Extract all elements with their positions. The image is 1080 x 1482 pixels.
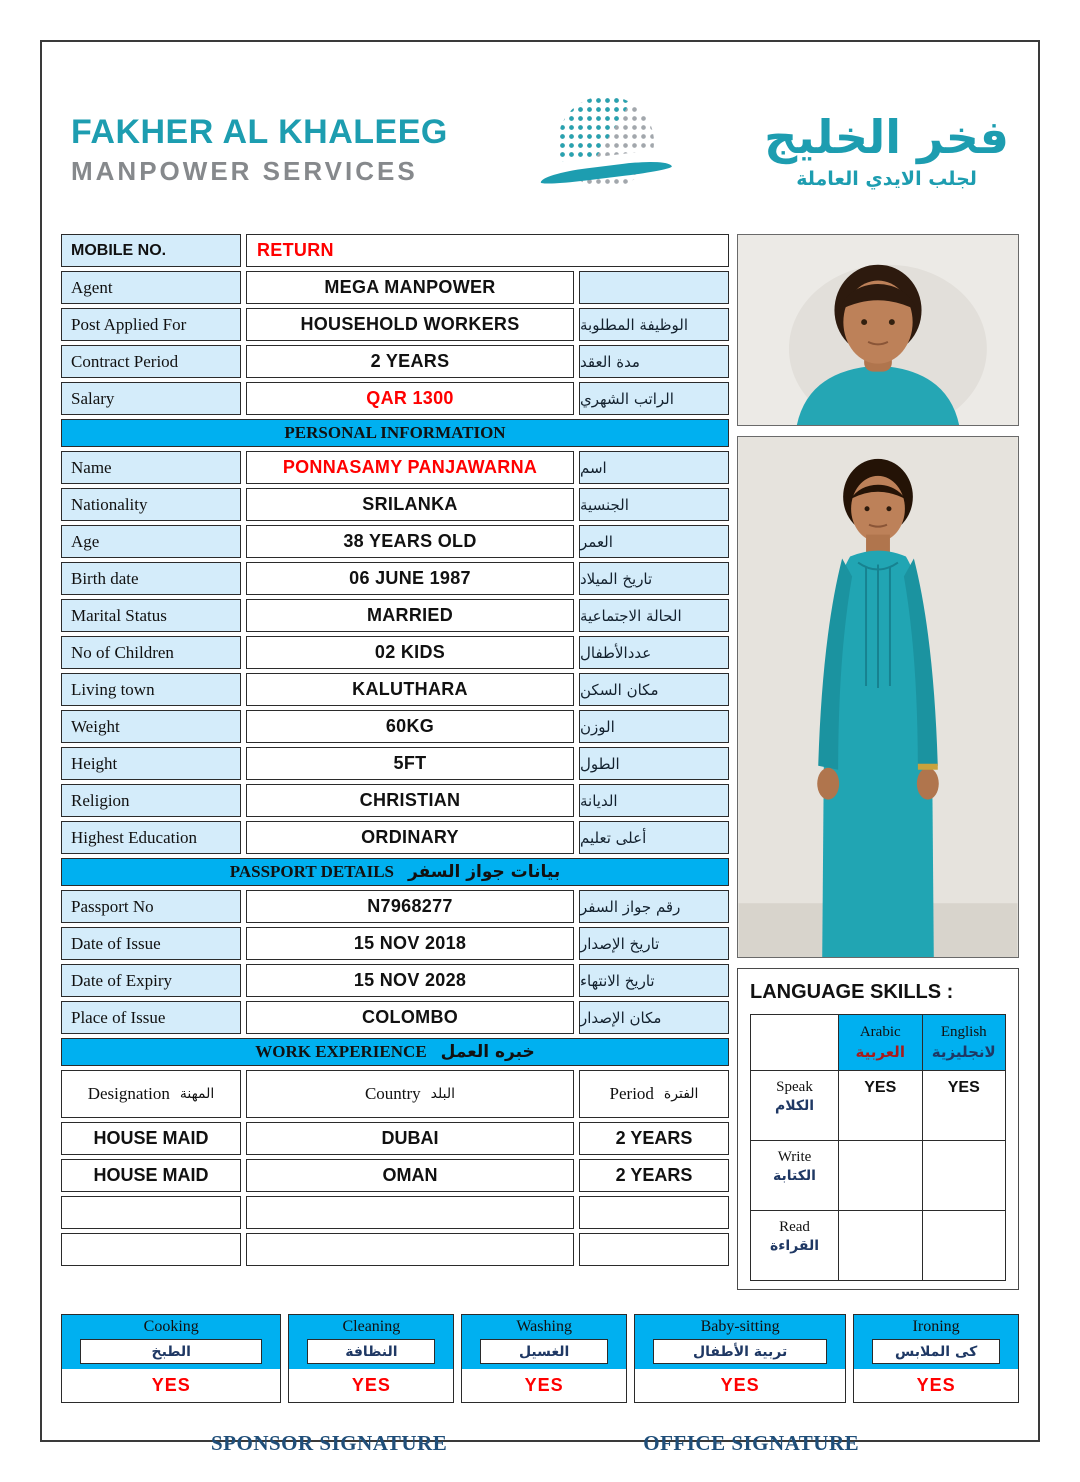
language-skills-panel	[737, 968, 1019, 1290]
skill-value: YES	[151, 1375, 191, 1395]
field-label: Name	[61, 451, 241, 484]
field-value: N7968277	[246, 890, 574, 923]
language-corner-cell	[751, 1015, 839, 1071]
field-value: COLOMBO	[246, 1001, 574, 1034]
field-label-ar: رقم جواز السفر	[579, 890, 729, 923]
field-label-ar: الجنسية	[579, 488, 729, 521]
skill-name: Cooking	[62, 1315, 280, 1339]
field-value: CHRISTIAN	[246, 784, 574, 817]
field-label-ar: تاريخ الإصدار	[579, 927, 729, 960]
candidate-photo-full	[737, 436, 1019, 958]
field-label-ar: الحالة الاجتماعية	[579, 599, 729, 632]
skill-value: YES	[351, 1375, 391, 1395]
field-label-ar: العمر	[579, 525, 729, 558]
company-tagline-arabic: لجلب الايدي العاملة	[796, 168, 977, 190]
document-page-frame	[40, 40, 1040, 1455]
section-title: PERSONAL INFORMATION	[284, 423, 506, 442]
experience-column-header: Period الفترة	[579, 1070, 729, 1118]
experience-period	[579, 1196, 729, 1229]
field-label-ar: الطول	[579, 747, 729, 780]
company-brand-english	[71, 113, 448, 187]
experience-period: 2 YEARS	[579, 1122, 729, 1155]
field-label: Date of Expiry	[61, 964, 241, 997]
field-label: Agent	[61, 271, 241, 304]
company-name-arabic: فخر الخليج	[764, 110, 1009, 164]
field-value: ORDINARY	[246, 821, 574, 854]
skill-name: Cleaning	[289, 1315, 453, 1339]
skill-column-cleaning	[288, 1314, 454, 1403]
skill-column-washing	[461, 1314, 627, 1403]
language-column-arabic: Arabic العربية	[839, 1015, 923, 1071]
field-value: 06 JUNE 1987	[246, 562, 574, 595]
skill-value: YES	[524, 1375, 564, 1395]
company-name: FAKHER AL KHALEEG	[71, 113, 448, 151]
write-english-value	[922, 1141, 1006, 1211]
table-row	[61, 636, 729, 669]
field-label-ar	[579, 271, 729, 304]
language-column-english: English لانجليزية	[922, 1015, 1006, 1071]
experience-row	[61, 1159, 729, 1192]
field-label-ar: عددالأطفال	[579, 636, 729, 669]
skill-column-babysitting	[634, 1314, 846, 1403]
field-label-ar: مدة العقد	[579, 345, 729, 378]
field-label: Place of Issue	[61, 1001, 241, 1034]
field-label: No of Children	[61, 636, 241, 669]
field-value: MARRIED	[246, 599, 574, 632]
section-title: PASSPORT DETAILS	[229, 862, 394, 881]
candidate-info-table	[61, 234, 729, 1290]
field-label-ar: الوزن	[579, 710, 729, 743]
experience-designation	[61, 1233, 241, 1266]
section-title-ar: خبره العمل	[440, 1042, 535, 1062]
skill-name-ar: الطبخ	[80, 1339, 262, 1364]
field-value: PONNASAMY PANJAWARNA	[246, 451, 574, 484]
office-signature-label: OFFICE SIGNATURE	[643, 1431, 860, 1455]
field-label-ar: تاريخ الانتهاء	[579, 964, 729, 997]
field-value: RETURN	[246, 234, 729, 267]
read-arabic-value	[839, 1211, 923, 1281]
field-label: Living town	[61, 673, 241, 706]
experience-period	[579, 1233, 729, 1266]
experience-country	[246, 1196, 574, 1229]
company-brand-arabic	[764, 110, 1009, 190]
household-skills-table	[61, 1314, 1019, 1403]
table-row	[61, 710, 729, 743]
field-label: Nationality	[61, 488, 241, 521]
field-value: QAR 1300	[246, 382, 574, 415]
speak-arabic-value: YES	[839, 1071, 923, 1141]
table-row	[61, 784, 729, 817]
language-skills-table	[750, 1014, 1006, 1281]
language-skills-title: LANGUAGE SKILLS :	[750, 981, 954, 1003]
field-label: Contract Period	[61, 345, 241, 378]
skill-column-cooking	[61, 1314, 281, 1403]
table-row	[61, 890, 729, 923]
skill-column-ironing	[853, 1314, 1019, 1403]
language-row-speak: Speak الكلام	[751, 1071, 839, 1141]
language-row-read: Read القراءة	[751, 1211, 839, 1281]
sponsor-signature-label: SPONSOR SIGNATURE	[211, 1431, 448, 1455]
field-value: KALUTHARA	[246, 673, 574, 706]
field-value: SRILANKA	[246, 488, 574, 521]
headshot-illustration	[738, 235, 1018, 425]
field-label: Passport No	[61, 890, 241, 923]
section-title-ar: بيانات جواز السفر	[408, 862, 561, 882]
experience-row	[61, 1233, 729, 1266]
field-value: 02 KIDS	[246, 636, 574, 669]
experience-country: OMAN	[246, 1159, 574, 1192]
table-row	[61, 821, 729, 854]
read-english-value	[922, 1211, 1006, 1281]
experience-row	[61, 1196, 729, 1229]
table-row	[61, 451, 729, 484]
field-label: Weight	[61, 710, 241, 743]
field-label-ar: الديانة	[579, 784, 729, 817]
right-column	[737, 234, 1019, 1290]
field-value: 60KG	[246, 710, 574, 743]
section-header-passport	[61, 858, 729, 886]
field-value: MEGA MANPOWER	[246, 271, 574, 304]
field-label: Birth date	[61, 562, 241, 595]
main-content	[61, 234, 1019, 1290]
full-photo-illustration	[738, 437, 1018, 957]
field-label: MOBILE NO.	[61, 234, 241, 267]
candidate-photo-headshot	[737, 234, 1019, 426]
skill-value: YES	[720, 1375, 760, 1395]
company-tagline: MANPOWER SERVICES	[71, 156, 418, 186]
field-label: Highest Education	[61, 821, 241, 854]
company-logo-globe-icon	[544, 96, 669, 204]
field-label-ar: الراتب الشهري	[579, 382, 729, 415]
table-row	[61, 382, 729, 415]
skill-name: Baby-sitting	[635, 1315, 845, 1339]
field-value: 5FT	[246, 747, 574, 780]
skill-value: YES	[916, 1375, 956, 1395]
field-label-ar: مكان الإصدار	[579, 1001, 729, 1034]
field-value: 15 NOV 2028	[246, 964, 574, 997]
skill-name: Ironing	[854, 1315, 1018, 1339]
field-value: 38 YEARS OLD	[246, 525, 574, 558]
field-value: 2 YEARS	[246, 345, 574, 378]
table-row	[61, 1001, 729, 1034]
field-label-ar: تاريخ الميلاد	[579, 562, 729, 595]
table-row	[61, 599, 729, 632]
experience-designation: HOUSE MAID	[61, 1122, 241, 1155]
experience-designation	[61, 1196, 241, 1229]
language-row-write: Write الكتابة	[751, 1141, 839, 1211]
table-row	[61, 488, 729, 521]
skill-name-ar: كى الملابس	[872, 1339, 1000, 1364]
skill-name-ar: تربية الأطفال	[653, 1339, 827, 1364]
field-label: Religion	[61, 784, 241, 817]
table-row	[61, 927, 729, 960]
experience-row	[61, 1122, 729, 1155]
field-label-ar: مكان السكن	[579, 673, 729, 706]
field-label: Date of Issue	[61, 927, 241, 960]
table-row	[61, 562, 729, 595]
table-row	[61, 747, 729, 780]
field-label-ar: أعلى تعليم	[579, 821, 729, 854]
field-label: Post Applied For	[61, 308, 241, 341]
speak-english-value: YES	[922, 1071, 1006, 1141]
table-row	[61, 308, 729, 341]
experience-country: DUBAI	[246, 1122, 574, 1155]
experience-country	[246, 1233, 574, 1266]
skill-name: Washing	[462, 1315, 626, 1339]
table-row	[61, 964, 729, 997]
table-row	[61, 525, 729, 558]
section-header-experience	[61, 1038, 729, 1066]
field-label-ar: اسم	[579, 451, 729, 484]
section-header-personal	[61, 419, 729, 447]
experience-column-header: Country البلد	[246, 1070, 574, 1118]
section-title: WORK EXPERIENCE	[255, 1042, 427, 1061]
experience-designation: HOUSE MAID	[61, 1159, 241, 1192]
field-label: Marital Status	[61, 599, 241, 632]
table-row	[61, 673, 729, 706]
table-row	[61, 345, 729, 378]
table-row-mobile	[61, 234, 729, 267]
field-value: HOUSEHOLD WORKERS	[246, 308, 574, 341]
table-row	[61, 271, 729, 304]
skill-name-ar: الغسيل	[480, 1339, 608, 1364]
write-arabic-value	[839, 1141, 923, 1211]
experience-period: 2 YEARS	[579, 1159, 729, 1192]
skill-name-ar: النظافة	[307, 1339, 435, 1364]
field-value: 15 NOV 2018	[246, 927, 574, 960]
company-header	[61, 80, 1019, 220]
experience-column-header: Designation المهنة	[61, 1070, 241, 1118]
field-label: Age	[61, 525, 241, 558]
field-label-ar: الوظيفة المطلوبة	[579, 308, 729, 341]
signature-row	[61, 1431, 1019, 1456]
field-label: Height	[61, 747, 241, 780]
experience-header-row	[61, 1070, 729, 1118]
field-label: Salary	[61, 382, 241, 415]
